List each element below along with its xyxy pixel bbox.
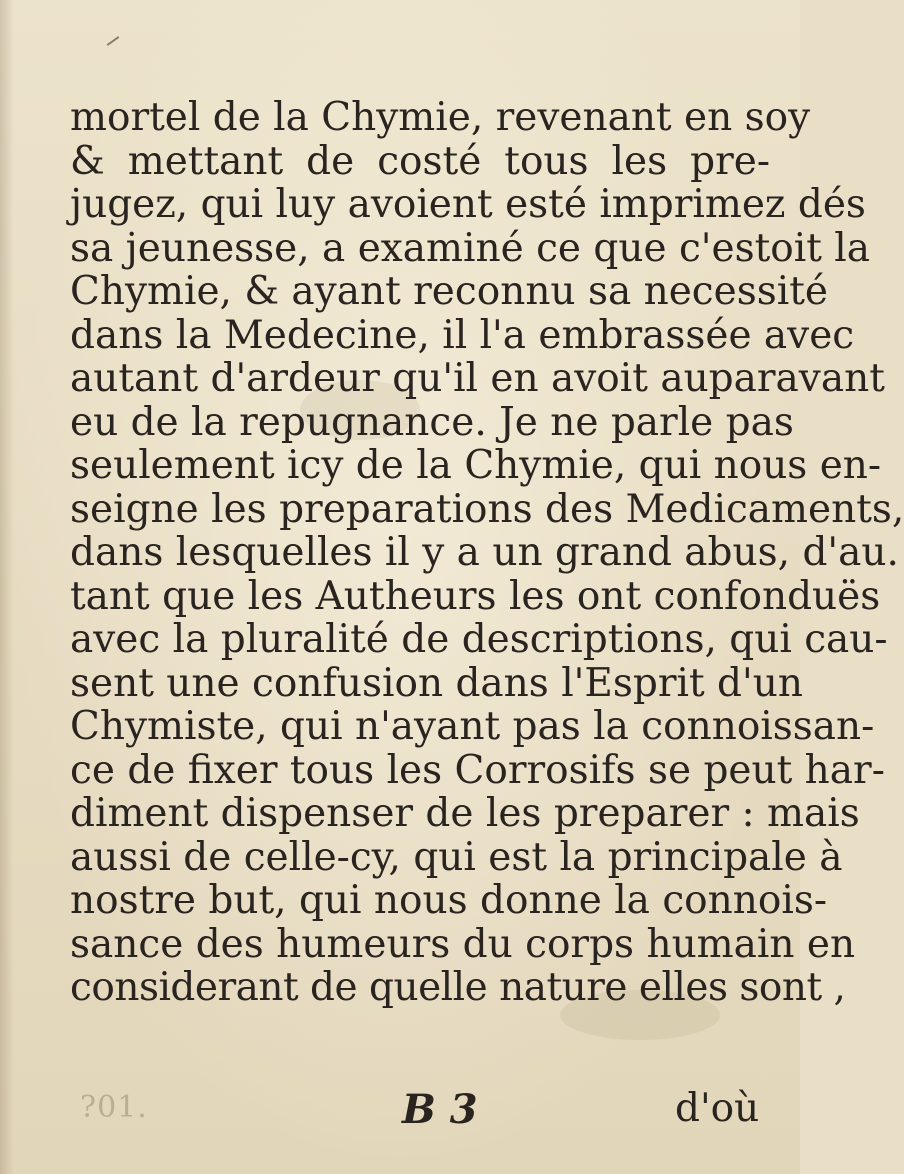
text-line: Chymie, & ayant reconnu sa necessité: [70, 269, 828, 314]
text-line: mortel de la Chymie, revenant en soy: [70, 95, 811, 140]
signature-mark: B 3: [402, 1086, 478, 1133]
text-line: dans la Medecine, il l'a embrassée avec: [70, 312, 855, 358]
text-line: considerant de quelle nature elles sont ,: [70, 965, 846, 1010]
ink-mark: [107, 36, 120, 46]
text-line: Chymiste, qui n'ayant pas la connoissan-: [70, 704, 875, 749]
faded-page-number: ?01.: [80, 1090, 148, 1125]
text-line: jugez, qui luy avoient esté imprimez dés: [70, 182, 866, 227]
catchword: d'où: [675, 1086, 760, 1131]
text-line: dans lesquelles il y a un grand abus, d'au.: [70, 530, 899, 575]
text-line: sance des humeurs du corps humain en: [70, 921, 856, 967]
text-line: aussi de celle-cy, qui est la principale à: [70, 834, 843, 880]
text-line: seigne les preparations des Medicaments,: [70, 486, 904, 532]
text-line: autant d'ardeur qu'il en avoit auparavant: [70, 356, 885, 401]
text-line: diment dispenser de les preparer : mais: [70, 791, 860, 836]
text-line: tant que les Autheurs les ont confonduës: [70, 573, 881, 619]
text-line: sent une confusion dans l'Esprit d'un: [70, 660, 803, 706]
body-text: [70, 95, 904, 1010]
text-line: nostre but, qui nous donne la connois-: [70, 878, 828, 923]
page-edge-shadow: [0, 0, 14, 1174]
text-line: eu de la repugnance. Je ne parle pas: [70, 399, 794, 445]
text-line: seulement icy de la Chymie, qui nous en-: [70, 443, 882, 488]
text-line: ce de fixer tous les Corrosifs se peut har-: [70, 747, 885, 793]
text-line: & mettant de costé tous les pre-: [70, 138, 770, 184]
text-line: avec la pluralité de descriptions, qui cau-: [70, 617, 888, 662]
text-line: sa jeunesse, a examiné ce que c'estoit la: [70, 225, 871, 271]
